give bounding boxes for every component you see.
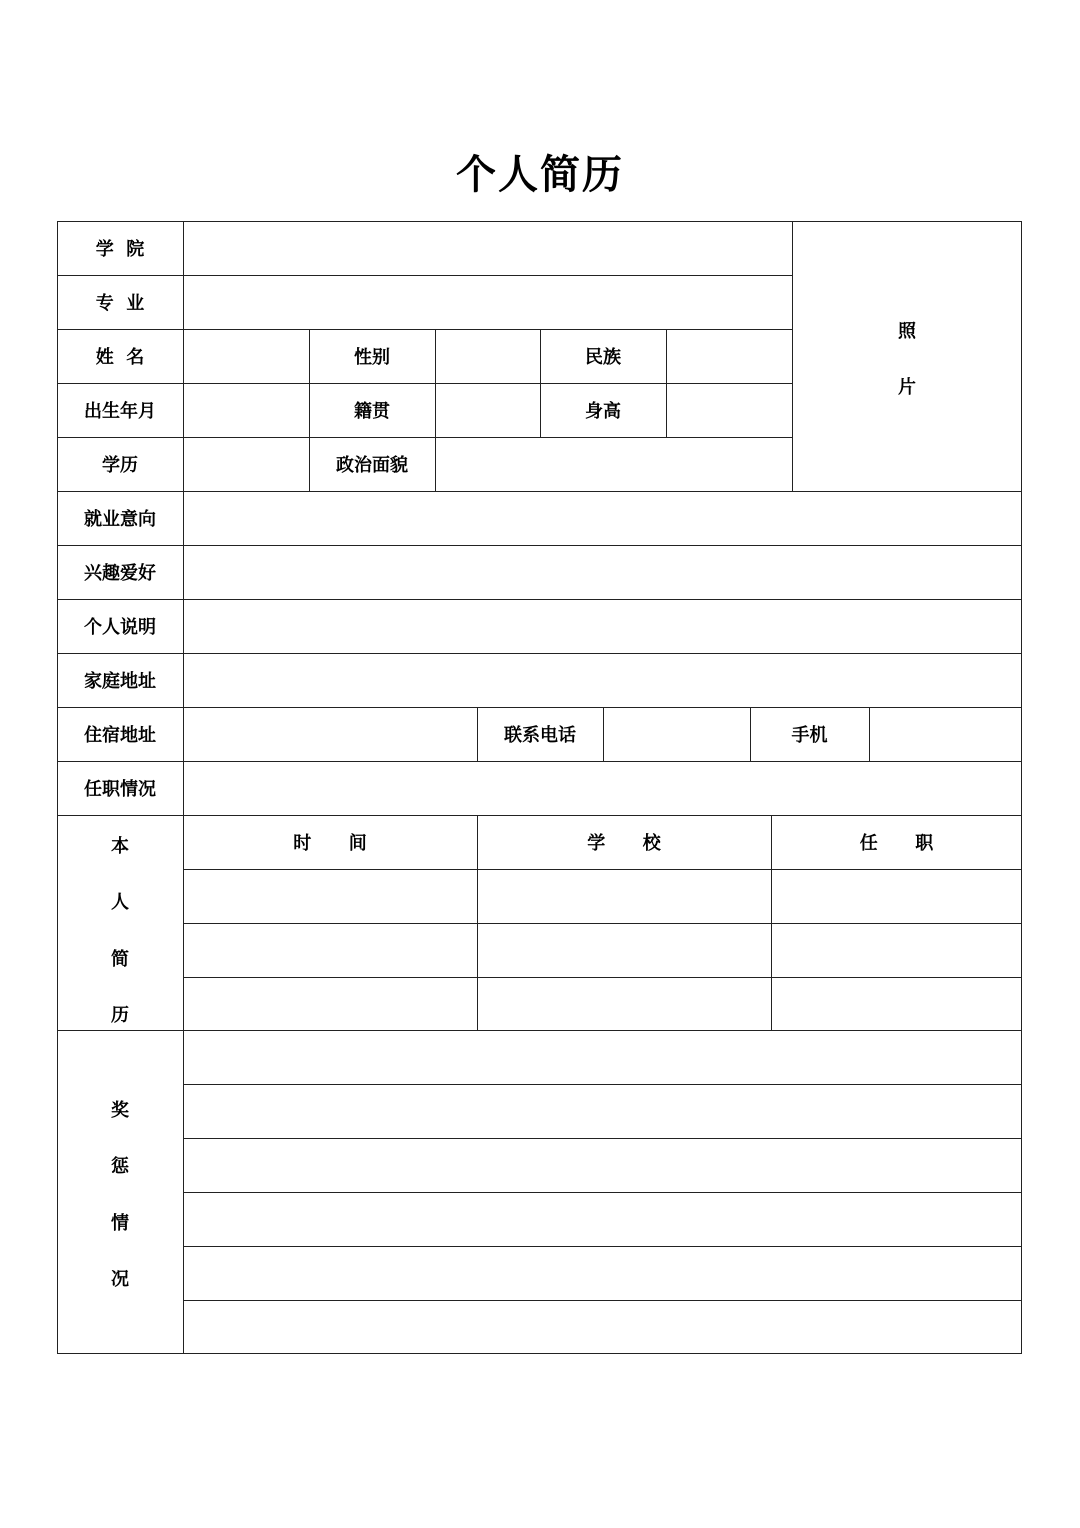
resume-position-field[interactable] [772, 978, 1021, 1029]
resume-position-field[interactable] [772, 924, 1021, 976]
resume-side-label: 人 [111, 892, 129, 913]
label-political-status: 政治面貌 [336, 455, 408, 476]
resume-col-position: 任 职 [859, 833, 934, 854]
label-ethnicity: 民族 [585, 347, 621, 368]
label-education: 学历 [102, 455, 138, 476]
label-birth: 出生年月 [84, 401, 156, 422]
label-college: 学 院 [95, 239, 145, 260]
awards-side-label: 惩 [111, 1156, 129, 1177]
page-title: 个人简历 [456, 152, 624, 198]
awards-field[interactable] [184, 1085, 1021, 1137]
awards-field[interactable] [184, 1193, 1021, 1245]
home-address-field[interactable] [184, 654, 1021, 706]
resume-col-school: 学 校 [587, 833, 661, 854]
political-status-field[interactable] [436, 438, 791, 490]
awards-side-label: 况 [111, 1269, 129, 1290]
label-gender: 性别 [354, 347, 390, 368]
photo-label-2: 片 [898, 377, 916, 398]
photo-label-1: 照 [898, 321, 916, 342]
label-contact-phone: 联系电话 [504, 725, 576, 746]
self-statement-field[interactable] [184, 600, 1021, 652]
mobile-field[interactable] [870, 708, 1021, 760]
awards-field[interactable] [184, 1031, 1021, 1083]
positions-held-field[interactable] [184, 762, 1021, 814]
resume-side-label: 简 [111, 949, 129, 970]
awards-field[interactable] [184, 1139, 1021, 1191]
ethnicity-field[interactable] [667, 330, 791, 382]
resume-school-field[interactable] [478, 924, 770, 976]
resume-time-field[interactable] [184, 978, 476, 1029]
dorm-address-field[interactable] [184, 708, 476, 760]
label-hobbies: 兴趣爱好 [84, 563, 156, 584]
resume-side-label: 历 [111, 1005, 129, 1026]
awards-side-label: 情 [111, 1213, 129, 1234]
label-height: 身高 [585, 401, 621, 422]
major-field[interactable] [184, 276, 791, 328]
resume-side-label: 本 [111, 836, 129, 857]
awards-side-label: 奖 [111, 1100, 129, 1121]
label-self-statement: 个人说明 [84, 617, 156, 638]
label-positions-held: 任职情况 [84, 779, 156, 800]
awards-field[interactable] [184, 1301, 1021, 1353]
name-field[interactable] [184, 330, 308, 382]
resume-school-field[interactable] [478, 978, 770, 1029]
resume-time-field[interactable] [184, 870, 476, 922]
birth-field[interactable] [184, 384, 308, 436]
resume-school-field[interactable] [478, 870, 770, 922]
resume-col-time: 时 间 [293, 833, 367, 854]
label-name: 姓 名 [95, 347, 145, 368]
gender-field[interactable] [436, 330, 539, 382]
label-dorm-address: 住宿地址 [84, 725, 156, 746]
label-home-address: 家庭地址 [84, 671, 156, 692]
label-native-place: 籍贯 [354, 401, 390, 422]
college-field[interactable] [184, 222, 791, 274]
label-mobile: 手机 [791, 725, 828, 746]
contact-phone-field[interactable] [604, 708, 749, 760]
resume-time-field[interactable] [184, 924, 476, 976]
label-major: 专 业 [95, 293, 145, 314]
awards-field[interactable] [184, 1247, 1021, 1299]
resume-position-field[interactable] [772, 870, 1021, 922]
height-field[interactable] [667, 384, 791, 436]
job-intention-field[interactable] [184, 492, 1021, 544]
hobbies-field[interactable] [184, 546, 1021, 598]
native-place-field[interactable] [436, 384, 539, 436]
education-field[interactable] [184, 438, 308, 490]
label-job-intention: 就业意向 [84, 509, 156, 530]
photo-box[interactable] [793, 222, 1021, 490]
